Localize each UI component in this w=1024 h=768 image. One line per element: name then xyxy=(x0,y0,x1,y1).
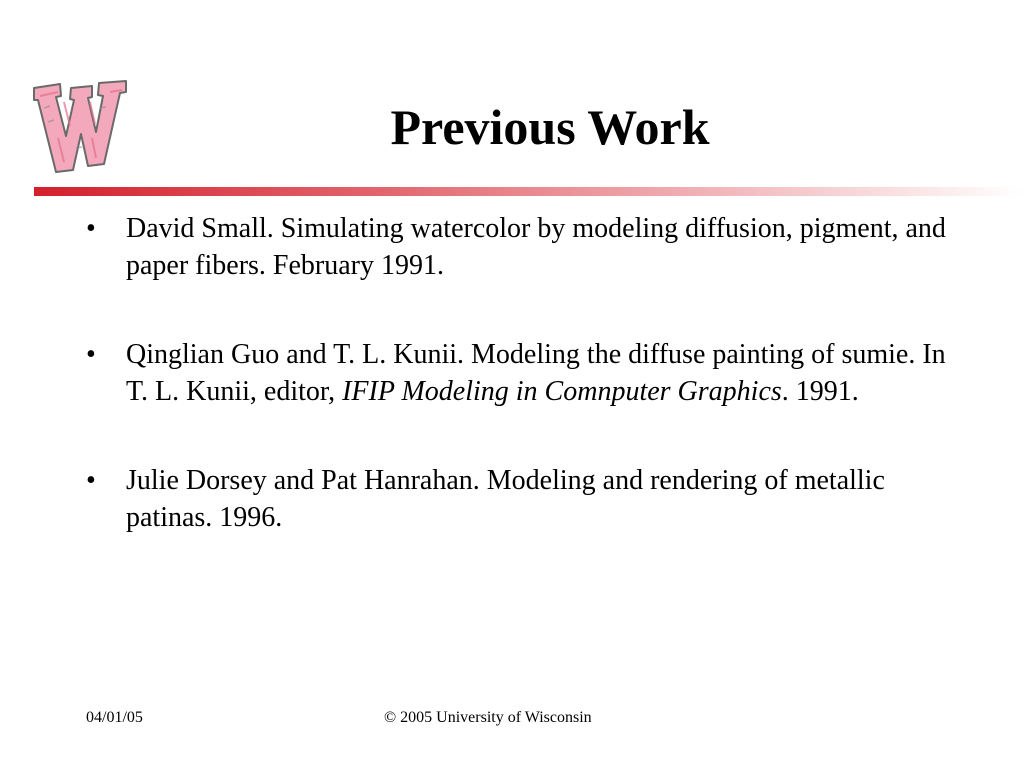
slide-title: Previous Work xyxy=(390,99,710,155)
w-logo-icon xyxy=(30,78,130,176)
reference-text: Qinglian Guo and T. L. Kunii. Modeling the diffuse painting of sumie. In T. L. Kunii, editor, xyxy=(126,339,946,407)
reference-item xyxy=(86,210,966,284)
reference-text: David Small. Simulating watercolor by modeling diffusion, pigment, and paper fibers. February 1991. xyxy=(126,213,946,281)
reference-text-end: . 1991. xyxy=(781,376,859,407)
bullet-icon: • xyxy=(86,465,96,496)
reference-text: Julie Dorsey and Pat Hanrahan. Modeling and rendering of metallic patinas. 1996. xyxy=(126,465,885,533)
reference-item xyxy=(86,336,966,410)
footer-date: 04/01/05 xyxy=(86,709,143,726)
reference-item xyxy=(86,462,966,536)
footer-copyright: © 2005 University of Wisconsin xyxy=(384,709,592,726)
bullet-icon: • xyxy=(86,213,96,244)
reference-publication-title: IFIP Modeling in Comnputer Graphics xyxy=(342,376,782,407)
reference-list xyxy=(86,210,966,588)
title-divider xyxy=(34,187,1024,196)
bullet-icon: • xyxy=(86,339,96,370)
